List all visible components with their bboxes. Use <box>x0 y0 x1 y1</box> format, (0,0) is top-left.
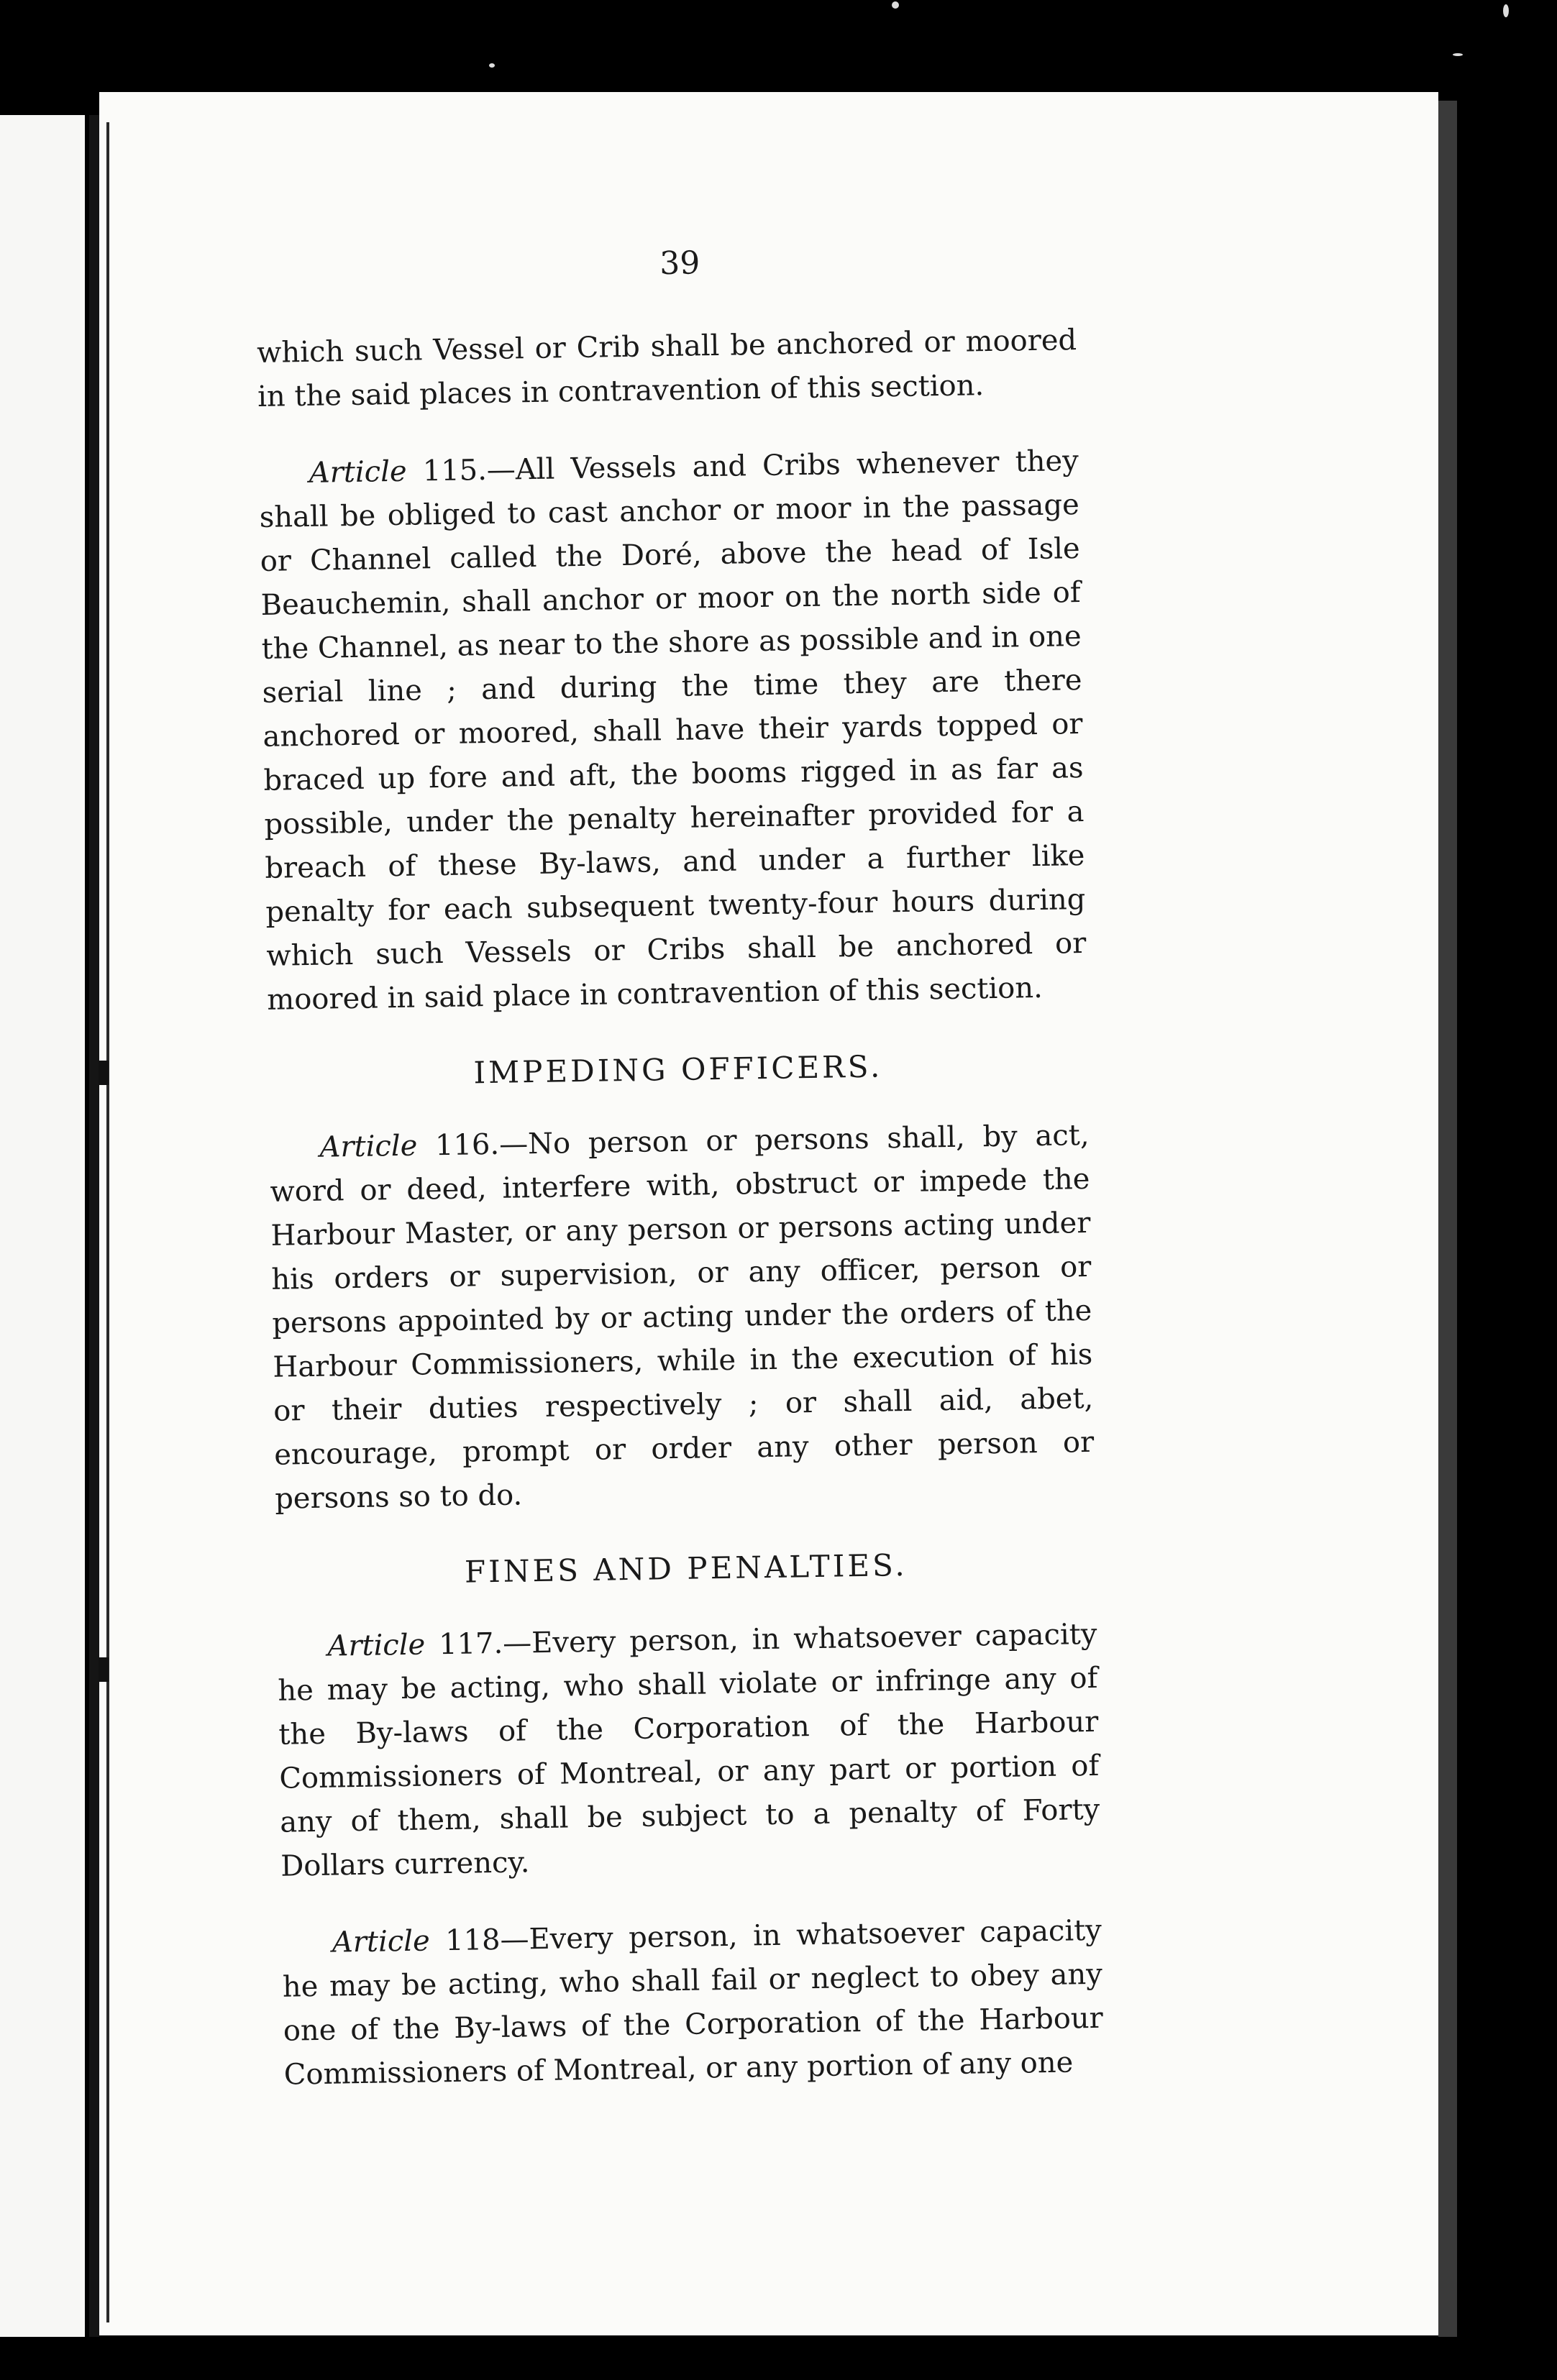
article-number: 117. <box>438 1626 503 1662</box>
article-number: 118 <box>444 1923 501 1958</box>
article-label: Article <box>319 1129 418 1164</box>
book-spine-shadow <box>89 115 99 2337</box>
article-number: 115. <box>422 453 488 488</box>
article-label: Article <box>327 1628 426 1663</box>
paragraph-text: which such Vessel or Crib shall be anchored or moored in the said places in contravention of this section. <box>256 324 1077 413</box>
gutter-line <box>106 122 109 2322</box>
scan-speck <box>1453 53 1463 56</box>
paragraph-continuation <box>257 319 1078 419</box>
article-label: Article <box>332 1924 431 1959</box>
article-text: —All Vessels and Cribs whenever they shall be obliged to cast anchor or moor in the passage or Channel called the Doré, above the head of Isle Beauchemin, shall anchor or moor on the north side of the Channel, as near to the shore as possible and in one serial line ; and during the time they are there anchored or moored, shall have their yards topped or braced up fore and aft, the booms rigged in as far as possible, under the penalty hereinafter provided for a breach of these By-laws, and under a further like penalty for each subsequent twenty-four hours during which such Vessels or Cribs shall be anchored or moored in said place in contravention of this section. <box>259 444 1087 1017</box>
gutter-mark <box>99 1061 109 1085</box>
article-label: Article <box>309 454 407 490</box>
article-117 <box>277 1613 1101 1889</box>
section-heading-impeding-officers: IMPEDING OFFICERS. <box>473 1048 883 1091</box>
left-page-edge <box>0 115 85 2337</box>
section-heading-fines-and-penalties: FINES AND PENALTIES. <box>464 1547 908 1590</box>
scan-speck <box>892 1 899 9</box>
article-text: —Every person, in whatsoever capacity he may be acting, who shall fail or neglect to obey any one of the By-laws of the Corporation of the Harbour Commissioners of Montreal, or any portion of any one <box>282 1913 1104 2092</box>
article-text: —No person or persons shall, by act, word or deed, interfere with, obstruct or impede the Harbour Master, or any person or persons acting under his orders or supervision, or any officer, person or persons appointed by or acting under the orders of the Harbour Commissioners, while in the execution of his or their duties respectively ; or shall aid, abet, encourage, prompt or order any other person or persons so to do. <box>270 1118 1095 1516</box>
scan-speck <box>1503 4 1509 17</box>
article-text: —Every person, in whatsoever capacity he may be acting, who shall violate or infringe any of the By-laws of the Corporation of the Harbour Commissioners of Montreal, or any part or portion of any of them, shall be subject to a penalty of Forty Dollars currency. <box>278 1617 1100 1883</box>
article-number: 116. <box>434 1127 500 1163</box>
page-content <box>255 239 1105 2130</box>
article-118 <box>281 1909 1104 2097</box>
article-116 <box>269 1114 1095 1521</box>
gutter-mark <box>99 1657 109 1682</box>
page-number: 39 <box>659 244 700 283</box>
article-115 <box>258 439 1087 1022</box>
page-edge-shadow <box>1438 101 1457 2337</box>
scan-speck <box>489 63 495 68</box>
